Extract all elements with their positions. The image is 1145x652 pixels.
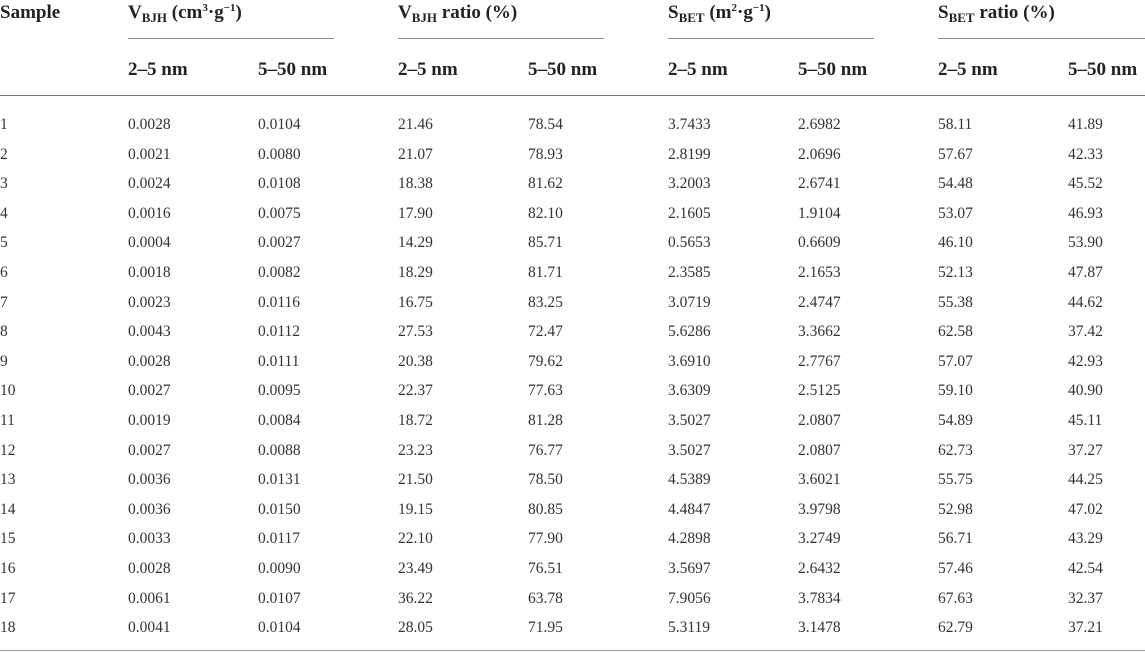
group-rule-sbet <box>668 38 874 39</box>
cell-sample: 2 <box>0 145 8 163</box>
cell-vbjh-5-50: 0.0080 <box>258 145 301 163</box>
cell-vbjh-5-50: 0.0117 <box>258 530 301 548</box>
cell-sbet-ratio-2-5: 62.79 <box>938 619 973 637</box>
cell-sbet-ratio-5-50: 45.52 <box>1068 175 1103 193</box>
cell-sample: 15 <box>0 530 16 548</box>
subheader-vbjh-ratio-5-50: 5–50 nm <box>528 59 598 80</box>
cell-sbet-2-5: 3.5027 <box>668 412 711 429</box>
table-row <box>0 174 1145 194</box>
cell-vbjh-ratio-5-50: 78.50 <box>528 471 563 489</box>
table-row <box>0 352 1145 372</box>
cell-sbet-5-50: 2.6432 <box>798 560 841 577</box>
cell-sbet-ratio-2-5: 52.98 <box>938 500 973 518</box>
cell-sbet-2-5: 4.5389 <box>668 471 711 489</box>
cell-sample: 8 <box>0 323 8 341</box>
cell-sample: 12 <box>0 441 16 459</box>
cell-sbet-ratio-2-5: 54.89 <box>938 412 973 429</box>
subheader-vbjh-2-5: 2–5 nm <box>128 59 188 80</box>
cell-vbjh-ratio-5-50: 83.25 <box>528 293 563 311</box>
cell-sbet-2-5: 2.3585 <box>668 264 711 281</box>
cell-vbjh-2-5: 0.0016 <box>128 204 171 222</box>
cell-vbjh-2-5: 0.0021 <box>128 145 171 163</box>
cell-sbet-ratio-2-5: 53.07 <box>938 204 973 222</box>
cell-sbet-2-5: 5.6286 <box>668 323 711 341</box>
subheader-vbjh-ratio-2-5: 2–5 nm <box>398 59 458 80</box>
cell-vbjh-2-5: 0.0019 <box>128 412 171 429</box>
cell-sbet-2-5: 3.6910 <box>668 352 711 370</box>
cell-sbet-5-50: 2.4747 <box>798 293 841 311</box>
cell-vbjh-ratio-5-50: 78.54 <box>528 116 563 133</box>
cell-sbet-ratio-5-50: 47.87 <box>1068 264 1103 281</box>
cell-sbet-2-5: 7.9056 <box>668 589 711 607</box>
cell-sbet-ratio-2-5: 52.13 <box>938 264 973 281</box>
cell-vbjh-ratio-5-50: 81.71 <box>528 264 563 281</box>
cell-vbjh-2-5: 0.0028 <box>128 116 171 133</box>
cell-vbjh-ratio-2-5: 23.23 <box>398 441 433 459</box>
cell-vbjh-5-50: 0.0116 <box>258 293 301 311</box>
cell-sbet-5-50: 2.6982 <box>798 116 841 133</box>
table-row <box>0 559 1145 579</box>
cell-vbjh-5-50: 0.0027 <box>258 234 301 252</box>
cell-vbjh-ratio-2-5: 21.07 <box>398 145 433 163</box>
cell-sbet-ratio-2-5: 67.63 <box>938 589 973 607</box>
table-bottom-rule <box>0 650 1145 651</box>
cell-sbet-5-50: 3.9798 <box>798 500 841 518</box>
table-row <box>0 233 1145 253</box>
cell-sbet-ratio-2-5: 55.75 <box>938 471 973 489</box>
header-vbjh-sub: BJH <box>141 10 168 25</box>
table-row <box>0 411 1145 431</box>
cell-sample: 17 <box>0 589 16 607</box>
cell-vbjh-ratio-2-5: 18.72 <box>398 412 433 429</box>
cell-vbjh-ratio-5-50: 80.85 <box>528 500 563 518</box>
header-vbjh-unit-pre: (cm <box>171 2 203 23</box>
cell-vbjh-2-5: 0.0027 <box>128 382 171 400</box>
cell-vbjh-ratio-2-5: 18.29 <box>398 264 433 281</box>
cell-sbet-5-50: 2.0807 <box>798 412 841 429</box>
header-sbet-unit-post: ) <box>764 2 771 23</box>
cell-vbjh-ratio-2-5: 22.37 <box>398 382 433 400</box>
cell-sbet-5-50: 2.6741 <box>798 175 841 193</box>
cell-vbjh-ratio-2-5: 19.15 <box>398 500 433 518</box>
table-row <box>0 618 1145 638</box>
cell-vbjh-2-5: 0.0041 <box>128 619 171 637</box>
cell-vbjh-ratio-2-5: 36.22 <box>398 589 433 607</box>
cell-vbjh-ratio-5-50: 81.28 <box>528 412 563 429</box>
group-rule-sbet-ratio <box>938 38 1145 39</box>
cell-vbjh-ratio-5-50: 77.63 <box>528 382 563 400</box>
table-row <box>0 145 1145 165</box>
header-sbet-ratio-sub: BET <box>948 10 975 25</box>
cell-vbjh-2-5: 0.0024 <box>128 175 171 193</box>
header-sbet-ratio-main: S <box>938 2 949 23</box>
cell-sbet-2-5: 3.5697 <box>668 560 711 577</box>
header-vbjh <box>128 3 242 24</box>
subheader-sbet-5-50: 5–50 nm <box>798 59 868 80</box>
header-vbjh-ratio-rest: ratio (%) <box>441 2 518 23</box>
cell-sbet-ratio-5-50: 32.37 <box>1068 589 1103 607</box>
cell-vbjh-ratio-2-5: 14.29 <box>398 234 433 252</box>
table-row <box>0 204 1145 224</box>
header-vbjh-main: V <box>128 2 142 23</box>
table-row <box>0 441 1145 461</box>
cell-vbjh-2-5: 0.0061 <box>128 589 171 607</box>
cell-vbjh-2-5: 0.0036 <box>128 500 171 518</box>
cell-sample: 14 <box>0 500 16 518</box>
cell-sbet-ratio-2-5: 46.10 <box>938 234 973 252</box>
table-row <box>0 529 1145 549</box>
header-vbjh-ratio-sub: BJH <box>411 10 438 25</box>
cell-sbet-ratio-2-5: 55.38 <box>938 293 973 311</box>
cell-sbet-5-50: 3.6021 <box>798 471 841 489</box>
subheader-vbjh-5-50: 5–50 nm <box>258 59 328 80</box>
header-vbjh-sup2: −1 <box>223 2 236 14</box>
cell-vbjh-ratio-5-50: 82.10 <box>528 204 563 222</box>
cell-vbjh-ratio-2-5: 27.53 <box>398 323 433 341</box>
cell-sbet-ratio-2-5: 59.10 <box>938 382 973 400</box>
cell-sample: 11 <box>0 412 15 429</box>
cell-vbjh-ratio-2-5: 16.75 <box>398 293 433 311</box>
header-sbet-ratio <box>938 3 1055 24</box>
table-row <box>0 263 1145 283</box>
cell-vbjh-ratio-2-5: 18.38 <box>398 175 433 193</box>
subheader-sbet-ratio-5-50: 5–50 nm <box>1068 59 1138 80</box>
cell-vbjh-5-50: 0.0090 <box>258 560 301 577</box>
cell-vbjh-5-50: 0.0131 <box>258 471 301 489</box>
header-sbet-unit-pre: (m <box>709 2 732 23</box>
cell-vbjh-ratio-2-5: 21.50 <box>398 471 433 489</box>
cell-sbet-ratio-2-5: 56.71 <box>938 530 973 548</box>
cell-sbet-ratio-2-5: 62.73 <box>938 441 973 459</box>
cell-sbet-2-5: 0.5653 <box>668 234 711 252</box>
cell-vbjh-ratio-2-5: 22.10 <box>398 530 433 548</box>
cell-sbet-ratio-5-50: 42.33 <box>1068 145 1103 163</box>
header-sbet-unit-mid: ·g <box>737 2 753 23</box>
cell-sbet-2-5: 4.2898 <box>668 530 711 548</box>
cell-sbet-5-50: 3.2749 <box>798 530 841 548</box>
group-rule-vbjh-ratio <box>398 38 604 39</box>
cell-sbet-ratio-2-5: 58.11 <box>938 116 973 133</box>
table-row <box>0 589 1145 609</box>
cell-vbjh-ratio-5-50: 81.62 <box>528 175 563 193</box>
cell-sample: 13 <box>0 471 16 489</box>
cell-sbet-5-50: 2.7767 <box>798 352 841 370</box>
cell-sbet-5-50: 3.3662 <box>798 323 841 341</box>
header-vbjh-ratio <box>398 3 517 24</box>
cell-vbjh-2-5: 0.0004 <box>128 234 171 252</box>
cell-vbjh-2-5: 0.0036 <box>128 471 171 489</box>
header-sbet-ratio-rest: ratio (%) <box>979 2 1055 23</box>
cell-vbjh-2-5: 0.0028 <box>128 352 171 370</box>
cell-vbjh-5-50: 0.0108 <box>258 175 301 193</box>
cell-vbjh-ratio-5-50: 76.77 <box>528 441 563 459</box>
cell-vbjh-ratio-5-50: 79.62 <box>528 352 563 370</box>
cell-sbet-ratio-5-50: 42.93 <box>1068 352 1103 370</box>
table-row <box>0 293 1145 313</box>
cell-vbjh-5-50: 0.0111 <box>258 352 300 370</box>
cell-sbet-2-5: 3.5027 <box>668 441 711 459</box>
cell-sbet-ratio-5-50: 37.21 <box>1068 619 1103 637</box>
cell-vbjh-5-50: 0.0075 <box>258 204 301 222</box>
header-sbet <box>668 3 771 24</box>
cell-sbet-5-50: 2.0696 <box>798 145 841 163</box>
cell-sbet-ratio-5-50: 42.54 <box>1068 560 1103 577</box>
cell-sbet-5-50: 0.6609 <box>798 234 841 252</box>
cell-vbjh-5-50: 0.0088 <box>258 441 301 459</box>
header-sbet-sup1: 2 <box>731 2 737 14</box>
header-sbet-sup2: −1 <box>752 2 765 14</box>
cell-vbjh-5-50: 0.0150 <box>258 500 301 518</box>
cell-sbet-2-5: 3.6309 <box>668 382 711 400</box>
cell-vbjh-ratio-2-5: 23.49 <box>398 560 433 577</box>
subheader-sbet-2-5: 2–5 nm <box>668 59 728 80</box>
cell-sample: 10 <box>0 382 16 400</box>
cell-sbet-5-50: 2.5125 <box>798 382 841 400</box>
cell-sbet-2-5: 4.4847 <box>668 500 711 518</box>
cell-vbjh-2-5: 0.0028 <box>128 560 171 577</box>
cell-sbet-ratio-5-50: 44.25 <box>1068 471 1103 489</box>
cell-sample: 4 <box>0 204 8 222</box>
cell-sbet-ratio-5-50: 37.27 <box>1068 441 1103 459</box>
cell-sbet-5-50: 2.1653 <box>798 264 841 281</box>
cell-sample: 9 <box>0 352 8 370</box>
cell-vbjh-5-50: 0.0107 <box>258 589 301 607</box>
header-sbet-main: S <box>668 2 679 23</box>
cell-vbjh-2-5: 0.0033 <box>128 530 171 548</box>
cell-vbjh-ratio-5-50: 78.93 <box>528 145 563 163</box>
cell-vbjh-5-50: 0.0082 <box>258 264 301 281</box>
cell-vbjh-ratio-2-5: 17.90 <box>398 204 433 222</box>
header-sample: Sample <box>0 2 61 23</box>
cell-sbet-5-50: 1.9104 <box>798 204 841 222</box>
cell-sbet-ratio-2-5: 57.46 <box>938 560 973 577</box>
table-row <box>0 322 1145 342</box>
cell-sample: 7 <box>0 293 8 311</box>
cell-sbet-ratio-5-50: 40.90 <box>1068 382 1103 400</box>
header-vbjh-unit-post: ) <box>235 2 242 23</box>
cell-vbjh-5-50: 0.0112 <box>258 323 301 341</box>
group-rule-vbjh <box>128 38 334 39</box>
cell-sbet-ratio-2-5: 62.58 <box>938 323 973 341</box>
cell-sbet-2-5: 2.8199 <box>668 145 711 163</box>
table-row <box>0 381 1145 401</box>
cell-sbet-2-5: 5.3119 <box>668 619 711 637</box>
cell-sample: 3 <box>0 175 8 193</box>
cell-sbet-ratio-5-50: 41.89 <box>1068 116 1103 133</box>
table-row <box>0 115 1145 135</box>
cell-sbet-ratio-5-50: 47.02 <box>1068 500 1103 518</box>
cell-sbet-5-50: 3.1478 <box>798 619 841 637</box>
header-bottom-rule <box>0 95 1145 96</box>
cell-sbet-ratio-5-50: 44.62 <box>1068 293 1103 311</box>
cell-sample: 16 <box>0 560 16 577</box>
cell-vbjh-ratio-2-5: 28.05 <box>398 619 433 637</box>
cell-sbet-2-5: 3.7433 <box>668 116 711 133</box>
cell-vbjh-5-50: 0.0104 <box>258 116 301 133</box>
cell-sbet-2-5: 3.0719 <box>668 293 711 311</box>
header-vbjh-ratio-main: V <box>398 2 412 23</box>
cell-sample: 1 <box>0 116 8 133</box>
cell-sbet-ratio-2-5: 54.48 <box>938 175 973 193</box>
cell-sbet-ratio-2-5: 57.67 <box>938 145 973 163</box>
cell-vbjh-ratio-5-50: 85.71 <box>528 234 563 252</box>
cell-sample: 6 <box>0 264 8 281</box>
cell-vbjh-2-5: 0.0027 <box>128 441 171 459</box>
cell-vbjh-ratio-5-50: 76.51 <box>528 560 563 577</box>
cell-vbjh-ratio-2-5: 21.46 <box>398 116 433 133</box>
cell-sbet-ratio-5-50: 46.93 <box>1068 204 1103 222</box>
subheader-sbet-ratio-2-5: 2–5 nm <box>938 59 998 80</box>
cell-sbet-5-50: 2.0807 <box>798 441 841 459</box>
cell-sbet-2-5: 2.1605 <box>668 204 711 222</box>
cell-vbjh-5-50: 0.0104 <box>258 619 301 637</box>
cell-vbjh-ratio-2-5: 20.38 <box>398 352 433 370</box>
cell-vbjh-ratio-5-50: 71.95 <box>528 619 563 637</box>
cell-vbjh-ratio-5-50: 72.47 <box>528 323 563 341</box>
table-row <box>0 500 1145 520</box>
header-sbet-sub: BET <box>678 10 705 25</box>
cell-sbet-2-5: 3.2003 <box>668 175 711 193</box>
cell-vbjh-5-50: 0.0084 <box>258 412 301 429</box>
cell-vbjh-2-5: 0.0023 <box>128 293 171 311</box>
cell-sbet-ratio-5-50: 53.90 <box>1068 234 1103 252</box>
cell-vbjh-5-50: 0.0095 <box>258 382 301 400</box>
cell-sample: 18 <box>0 619 16 637</box>
header-vbjh-unit-mid: ·g <box>207 2 224 23</box>
cell-vbjh-ratio-5-50: 77.90 <box>528 530 563 548</box>
cell-sbet-ratio-2-5: 57.07 <box>938 352 973 370</box>
cell-vbjh-ratio-5-50: 63.78 <box>528 589 563 607</box>
header-vbjh-sup1: 3 <box>202 2 208 14</box>
cell-sbet-ratio-5-50: 45.11 <box>1068 412 1103 429</box>
cell-sbet-ratio-5-50: 37.42 <box>1068 323 1103 341</box>
cell-vbjh-2-5: 0.0018 <box>128 264 171 281</box>
cell-sbet-ratio-5-50: 43.29 <box>1068 530 1103 548</box>
cell-vbjh-2-5: 0.0043 <box>128 323 171 341</box>
table-row <box>0 470 1145 490</box>
cell-sbet-5-50: 3.7834 <box>798 589 841 607</box>
cell-sample: 5 <box>0 234 8 252</box>
